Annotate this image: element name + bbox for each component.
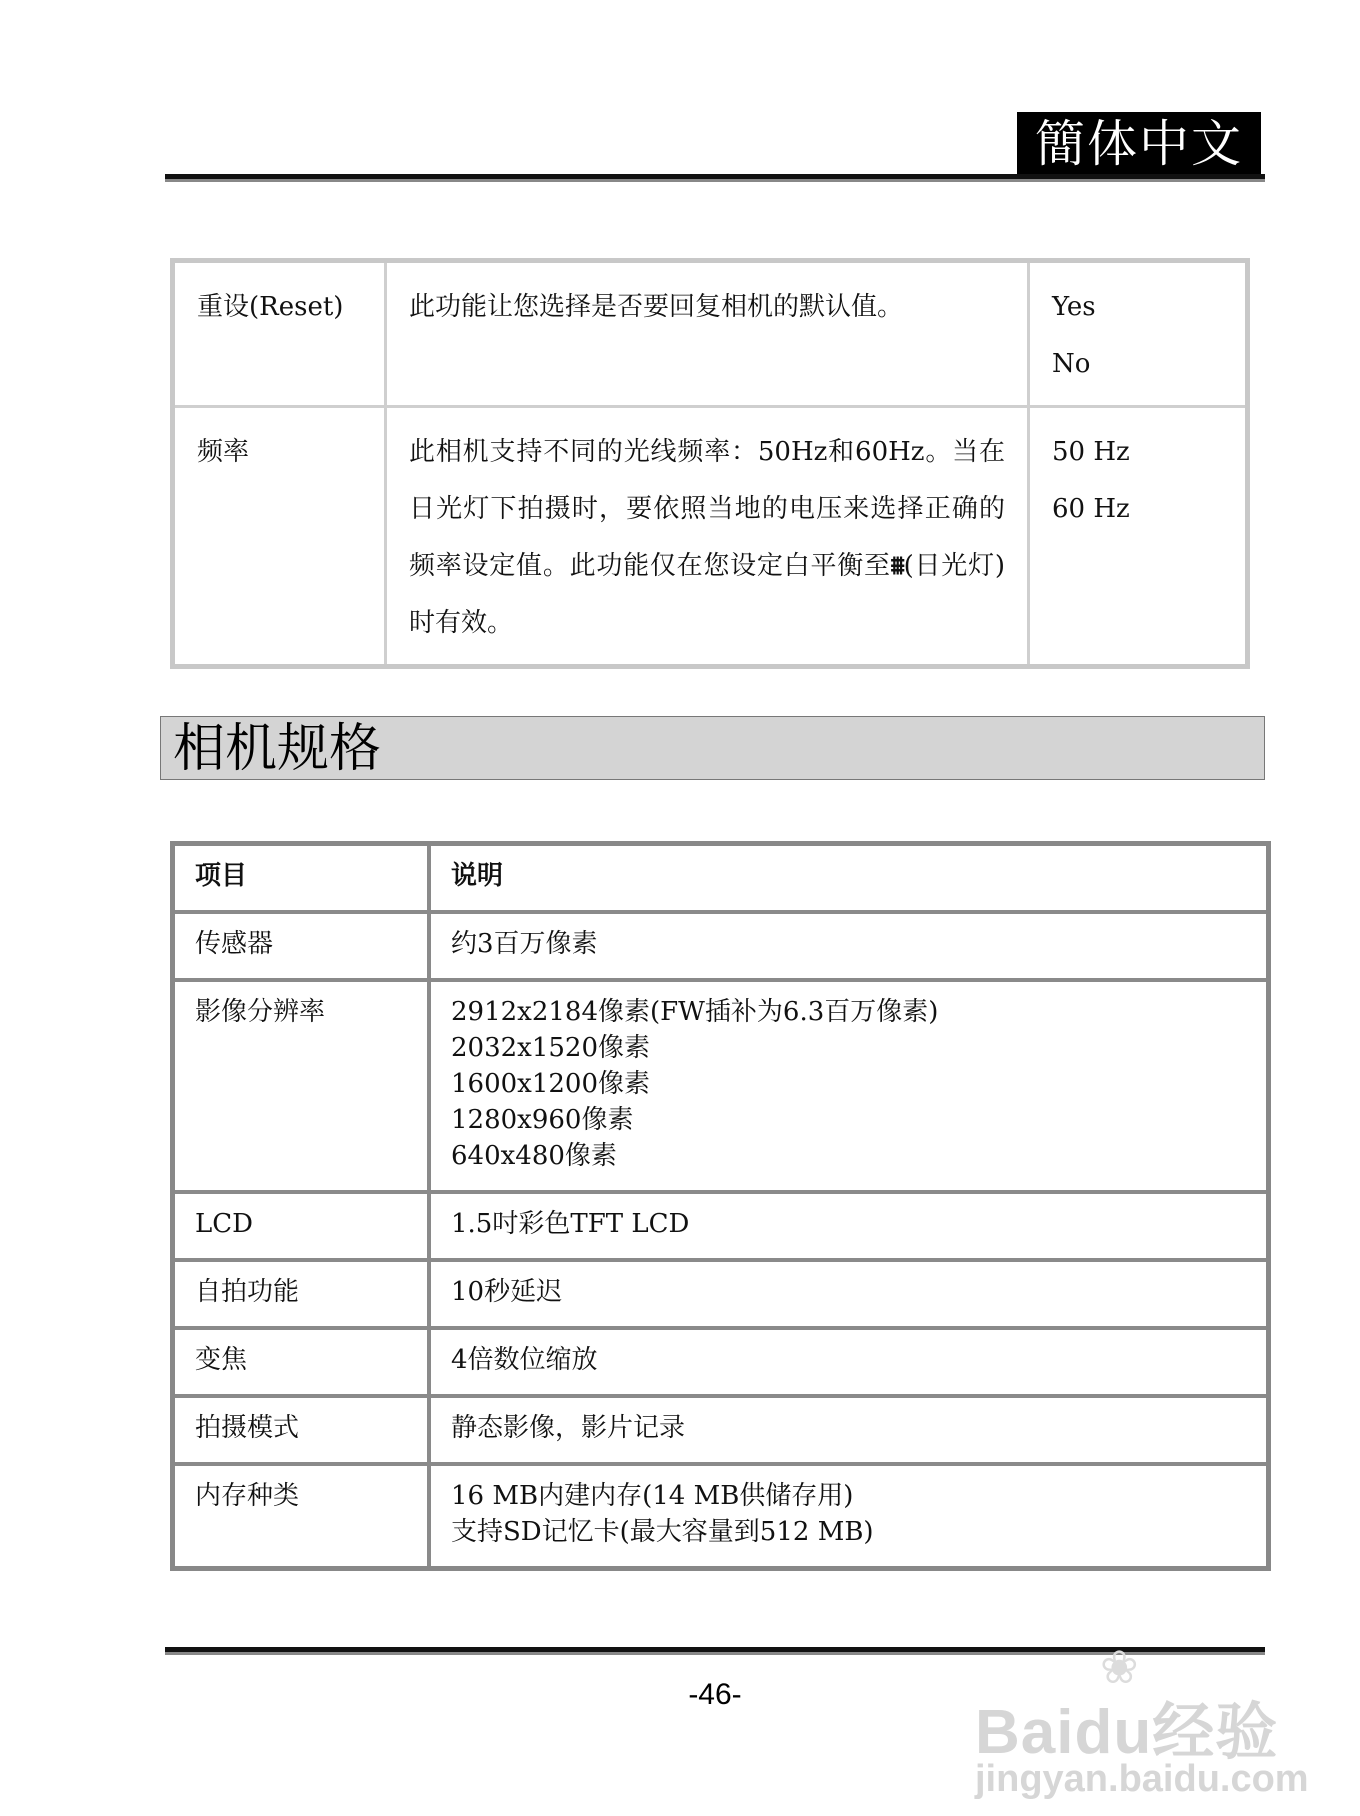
- setting-options: [1029, 261, 1248, 407]
- table-row: [173, 1192, 1269, 1260]
- setting-description: 此功能让您选择是否要回复相机的默认值。: [386, 261, 1029, 407]
- spec-line: 16 MB内建内存(14 MB供储存用): [451, 1481, 854, 1511]
- spec-line: 10秒延迟: [451, 1277, 563, 1307]
- table-row: [173, 407, 1248, 667]
- description-text: 此相机支持不同的光线频率：50Hz和60Hz。当在日光灯下拍摄时，要依照当地的电压来选择正确的频率设定值。此功能仅在您设定白平衡至: [409, 437, 1005, 581]
- spec-item: 内存种类: [173, 1464, 430, 1569]
- section-title: 相机规格: [160, 716, 1265, 780]
- spec-value: [429, 1260, 1269, 1328]
- column-header-item: 项目: [173, 844, 430, 913]
- option-60hz: 60 Hz: [1052, 494, 1130, 524]
- table-header-row: [173, 844, 1269, 913]
- spec-item: LCD: [173, 1192, 430, 1260]
- spec-value: [429, 1396, 1269, 1464]
- spec-value: [429, 912, 1269, 980]
- spec-line: 1.5吋彩色TFT LCD: [451, 1209, 690, 1239]
- table-row: [173, 1396, 1269, 1464]
- description-tail: (日光灯)时有效。: [409, 551, 1005, 638]
- spec-line: 2912x2184像素(FW插补为6.3百万像素): [451, 997, 939, 1027]
- header-rule: [165, 174, 1265, 179]
- spec-line: 2032x1520像素: [451, 1033, 650, 1063]
- page-number: -46-: [688, 1678, 742, 1711]
- table-row: [173, 1260, 1269, 1328]
- spec-item: 自拍功能: [173, 1260, 430, 1328]
- spec-line: 支持SD记忆卡(最大容量到512 MB): [451, 1517, 874, 1547]
- option-50hz: 50 Hz: [1052, 437, 1130, 467]
- table-row: [173, 912, 1269, 980]
- fluorescent-light-icon: ⩩: [890, 551, 904, 581]
- setting-item-frequency: 频率: [173, 407, 386, 667]
- watermark-brand: Baidu经验: [975, 1698, 1279, 1767]
- spec-line: 1280x960像素: [451, 1105, 634, 1135]
- specs-table: [170, 841, 1271, 1571]
- spec-item: 拍摄模式: [173, 1396, 430, 1464]
- baidu-watermark: [975, 1640, 1309, 1810]
- option-yes: Yes: [1052, 292, 1096, 322]
- watermark-url: jingyan.baidu.com: [975, 1758, 1309, 1800]
- spec-item: 影像分辨率: [173, 980, 430, 1192]
- spec-item: 传感器: [173, 912, 430, 980]
- table-row: [173, 1328, 1269, 1396]
- spec-value: [429, 980, 1269, 1192]
- table-row: [173, 261, 1248, 407]
- language-badge: 簡体中文: [1017, 112, 1261, 177]
- spec-item: 变焦: [173, 1328, 430, 1396]
- spec-line: 4倍数位缩放: [451, 1345, 598, 1375]
- table-row: [173, 980, 1269, 1192]
- spec-value: [429, 1464, 1269, 1569]
- settings-table: [170, 258, 1250, 669]
- setting-item-reset: 重设(Reset): [173, 261, 386, 407]
- column-header-description: 说明: [429, 844, 1269, 913]
- table-row: [173, 1464, 1269, 1569]
- spec-line: 约3百万像素: [451, 929, 598, 959]
- setting-options: [1029, 407, 1248, 667]
- setting-description: [386, 407, 1029, 667]
- spec-line: 640x480像素: [451, 1141, 617, 1171]
- spec-line: 静态影像，影片记录: [451, 1413, 686, 1443]
- option-no: No: [1052, 349, 1091, 379]
- spec-value: [429, 1328, 1269, 1396]
- paw-logo-icon: ❀: [1100, 1641, 1139, 1693]
- spec-line: 1600x1200像素: [451, 1069, 650, 1099]
- spec-value: [429, 1192, 1269, 1260]
